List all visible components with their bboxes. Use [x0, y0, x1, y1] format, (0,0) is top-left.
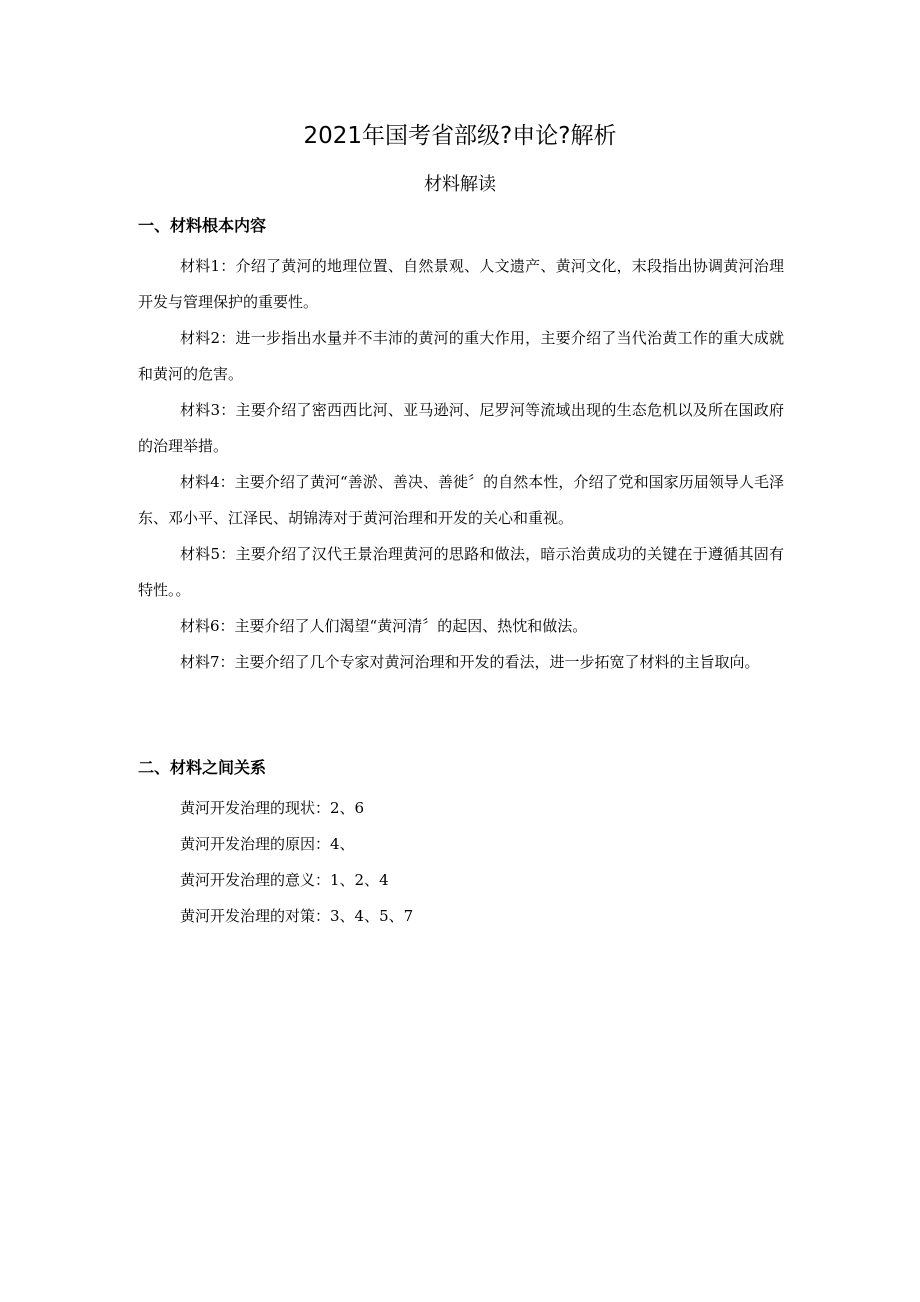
- section-heading-basic-content: 一、材料根本内容: [138, 216, 267, 235]
- material-paragraph: 材料5：主要介绍了汉代王景治理黄河的思路和做法，暗示治黄成功的关键在于遵循其固有特性。。: [138, 545, 784, 599]
- material-paragraph: 材料1：介绍了黄河的地理位置、自然景观、人文遗产、黄河文化，末段指出协调黄河治理开发与管理保护的重要性。: [138, 257, 784, 311]
- section-heading-relations: 二、材料之间关系: [138, 758, 267, 777]
- document-title: 2021年国考省部级?申论?解析: [303, 123, 617, 149]
- relation-item: 黄河开发治理的对策：3、4、5、7: [180, 907, 414, 925]
- material-paragraph: 材料6：主要介绍了人们渴望“黄河清〞的起因、热忱和做法。: [180, 617, 588, 635]
- material-paragraph: 材料4：主要介绍了黄河“善淤、善决、善徙〞的自然本性，介绍了党和国家历届领导人毛泽东、邓小平、江泽民、胡锦涛对于黄河治理和开发的关心和重视。: [138, 473, 784, 527]
- relation-item: 黄河开发治理的原因：4、: [180, 835, 355, 853]
- material-relations-list: [180, 790, 413, 934]
- material-paragraph: 材料7：主要介绍了几个专家对黄河治理和开发的看法，进一步拓宽了材料的主旨取向。: [180, 653, 760, 671]
- material-paragraph: 材料2：进一步指出水量并不丰沛的黄河的重大作用，主要介绍了当代治黄工作的重大成就和黄河的危害。: [138, 329, 784, 383]
- material-summary-list: [138, 248, 784, 680]
- relation-item: 黄河开发治理的现状：2、6: [180, 799, 365, 817]
- relation-item: 黄河开发治理的意义：1、2、4: [180, 871, 389, 889]
- document-subtitle: 材料解读: [424, 174, 496, 195]
- material-paragraph: 材料3：主要介绍了密西西比河、亚马逊河、尼罗河等流域出现的生态危机以及所在国政府的治理举措。: [138, 401, 784, 455]
